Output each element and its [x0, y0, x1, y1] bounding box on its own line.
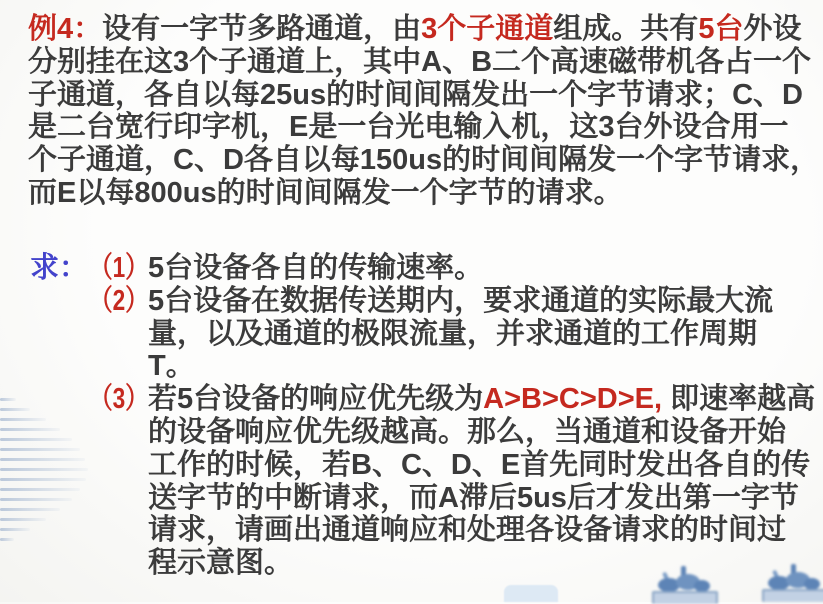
text-segment: A>B>C>D>E, — [483, 383, 671, 416]
text-line — [28, 79, 820, 112]
watermark-line — [0, 538, 14, 541]
watermark-line — [0, 528, 30, 531]
text-segment: 而E以每800us的时间间隔发一个字节的请求。 — [28, 176, 623, 209]
plant-decoration — [760, 568, 823, 602]
text-segment: 是二台宽行印字机，E是一台光电输入机，这3台外设合用一 — [28, 111, 789, 144]
item-number: （2） — [90, 284, 148, 317]
text-line — [148, 416, 815, 449]
text-line — [148, 514, 815, 547]
text-line — [148, 383, 815, 416]
text-segment: 量，以及通道的极限流量，并求通道的工作周期 — [148, 317, 758, 350]
ask-items — [90, 252, 815, 580]
item-text — [148, 285, 773, 383]
text-segment: 3个子通道 — [421, 13, 554, 45]
item-text — [148, 252, 483, 285]
watermark-line — [0, 398, 16, 401]
text-line — [148, 482, 815, 515]
text-line — [148, 350, 773, 383]
text-segment: 送字节的中断请求，而A滞后5us后才发出第一字节 — [148, 481, 799, 514]
plant-pot — [652, 591, 718, 604]
text-segment: 5台设备在数据传送期内，要求通道的实际最大流 — [148, 284, 774, 317]
ask-section — [30, 252, 815, 580]
text-line — [28, 13, 820, 46]
text-line — [28, 111, 820, 144]
text-segment: 若5台设备的响应优先级为 — [148, 383, 484, 416]
item-text — [148, 383, 815, 580]
watermark-line — [0, 408, 30, 411]
item-number: （3） — [90, 383, 148, 416]
text-segment: 5台设备各自的传输速率。 — [148, 252, 484, 284]
text-segment: 组成。共有 — [553, 13, 699, 45]
ask-item-2 — [90, 285, 815, 383]
text-line — [28, 144, 820, 177]
text-segment: 5台 — [698, 13, 744, 45]
text-segment: T。 — [148, 350, 195, 383]
text-segment: 即速率越高 — [670, 383, 816, 416]
paper-strip-decoration — [504, 585, 558, 602]
text-segment: 程示意图。 — [148, 547, 294, 580]
text-line — [148, 252, 483, 285]
example-paragraph — [28, 13, 820, 210]
text-line — [28, 46, 820, 79]
ask-item-1 — [90, 252, 815, 285]
text-segment: 例4： — [28, 13, 103, 45]
text-segment: 设有一字节多路通道，由 — [102, 13, 422, 45]
text-segment: 工作的时候，若B、C、D、E首先同时发出各自的传 — [148, 448, 811, 481]
text-segment: 分别挂在这3个子通道上，其中A、B二个高速磁带机各占一个 — [28, 45, 812, 78]
text-segment: 子通道，各自以每25us的时间间隔发出一个字节请求；C、D — [28, 78, 803, 111]
text-line — [148, 285, 773, 318]
text-line — [148, 449, 815, 482]
text-segment: 的设备响应优先级越高。那么，当通道和设备开始 — [148, 415, 787, 448]
text-segment: 个子通道，C、D各自以每150us的时间间隔发一个字节请求， — [28, 144, 820, 177]
text-line — [148, 318, 773, 351]
text-segment: 请求，请画出通道响应和处理各设备请求的时间过 — [148, 514, 787, 547]
plant-pot — [762, 589, 823, 602]
item-number: （1） — [90, 252, 148, 284]
ask-item-3 — [90, 383, 815, 580]
text-line — [28, 177, 820, 210]
ask-label: 求： — [30, 252, 89, 284]
text-segment: 外设 — [743, 13, 802, 45]
plant-decoration — [650, 570, 718, 604]
